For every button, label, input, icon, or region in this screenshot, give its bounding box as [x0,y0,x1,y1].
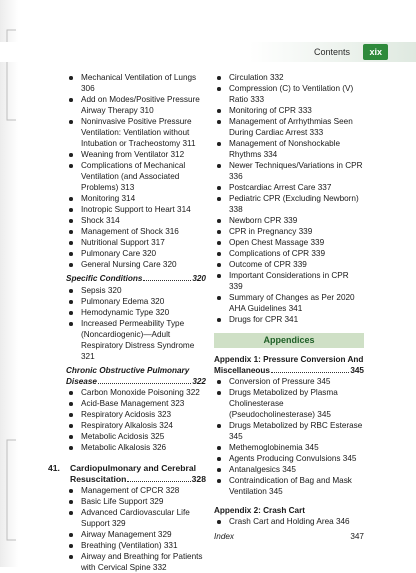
toc-item[interactable]: Sepsis 320 [66,285,206,296]
toc-item[interactable]: Pediatric CPR (Excluding Newborn) 338 [214,193,364,215]
toc-item[interactable]: Shock 314 [66,215,206,226]
toc-item[interactable]: Airway and Breathing for Patients with Cervical Spine 332 [66,551,206,573]
toc-item[interactable]: Drugs for CPR 341 [214,314,364,325]
toc-item[interactable]: Noninvasive Positive Pressure Ventilation: Ventilation without Intubation or Tracheostomy 311 [66,116,206,149]
appendix-heading[interactable]: Appendix 2: Crash Cart [214,506,305,515]
toc-subheading[interactable] [66,365,206,387]
appendix-title-text: Miscellaneous [214,366,270,375]
toc-left-column [48,72,206,573]
dot-leader [271,372,349,373]
toc-item[interactable]: Advanced Cardiovascular Life Support 329 [66,507,206,529]
toc-item[interactable]: Management of Nonshockable Rhythms 334 [214,138,364,160]
toc-item[interactable]: Newer Techniques/Variations in CPR 336 [214,160,364,182]
toc-item[interactable]: Mechanical Ventilation of Lungs 306 [66,72,206,94]
toc-item[interactable]: Hemodynamic Type 320 [66,307,206,318]
dot-leader [127,481,190,482]
toc-item[interactable]: Carbon Monoxide Poisoning 322 [66,387,206,398]
toc-item[interactable]: Open Chest Massage 339 [214,237,364,248]
toc-subheading[interactable] [66,273,206,284]
chapter-number: 41. [48,463,60,473]
toc-list [66,485,206,573]
subheading-label: Chronic Obstructive Pulmonary [66,366,190,375]
toc-list [66,285,206,362]
index-entry[interactable] [214,531,364,542]
toc-item[interactable]: Postcardiac Arrest Care 337 [214,182,364,193]
toc-item[interactable]: Agents Producing Convulsions 345 [214,453,364,464]
header-bar [0,42,416,62]
toc-item[interactable]: Antanalgesics 345 [214,464,364,475]
toc-item[interactable]: Nutritional Support 317 [66,237,206,248]
toc-list [66,387,206,453]
toc-item[interactable]: Management of Shock 316 [66,226,206,237]
chapter-title-line [70,474,206,485]
toc-item[interactable]: Complications of CPR 339 [214,248,364,259]
subheading-label: Specific Conditions [66,274,143,283]
toc-list [214,516,364,527]
toc-item[interactable]: Acid-Base Management 323 [66,398,206,409]
appendices-banner: Appendices [214,333,364,348]
toc-item[interactable]: Newborn CPR 339 [214,215,364,226]
toc-right-column [214,72,364,542]
subheading-line [66,376,206,387]
toc-item[interactable]: Contraindication of Bag and Mask Ventilation 345 [214,475,364,497]
subheading-page: 320 [192,274,206,283]
dot-leader [98,383,191,384]
toc-item[interactable]: General Nursing Care 320 [66,259,206,270]
toc-list [214,376,364,497]
toc-item[interactable]: Summary of Changes as Per 2020 AHA Guidelines 341 [214,292,364,314]
appendix-title-line: Appendix 1: Pressure Conversion And [214,355,364,364]
index-page: 347 [350,532,364,541]
toc-item[interactable]: Conversion of Pressure 345 [214,376,364,387]
chapter-title-text: Resuscitation [70,474,127,484]
page-number-badge: xix [363,44,388,60]
toc-item[interactable]: Respiratory Acidosis 323 [66,409,206,420]
toc-item[interactable]: Outcome of CPR 339 [214,259,364,270]
toc-item[interactable]: Methemoglobinemia 345 [214,442,364,453]
toc-item[interactable]: Metabolic Alkalosis 326 [66,442,206,453]
subheading-page: 322 [192,377,206,386]
toc-item[interactable]: Drugs Metabolized by RBC Esterase 345 [214,420,364,442]
toc-item[interactable]: Crash Cart and Holding Area 346 [214,516,364,527]
dot-leader [143,280,191,281]
appendix-title-line [214,365,364,376]
toc-item[interactable]: Metabolic Acidosis 325 [66,431,206,442]
toc-item[interactable]: Pulmonary Care 320 [66,248,206,259]
toc-item[interactable]: Monitoring of CPR 333 [214,105,364,116]
toc-list [66,72,206,270]
index-label: Index [214,532,235,541]
toc-item[interactable]: Weaning from Ventilator 312 [66,149,206,160]
toc-item[interactable]: Complications of Mechanical Ventilation (and Associated Problems) 313 [66,160,206,193]
appendix-heading[interactable] [214,354,364,376]
header-title: Contents [313,47,350,57]
toc-item[interactable]: Breathing (Ventilation) 331 [66,540,206,551]
toc-item[interactable]: Management of Arrhythmias Seen During Cardiac Arrest 333 [214,116,364,138]
chapter-title-line: Cardiopulmonary and Cerebral [70,463,197,473]
toc-item[interactable]: Management of CPCR 328 [66,485,206,496]
toc-item[interactable]: Respiratory Alkalosis 324 [66,420,206,431]
toc-item[interactable]: Increased Permeability Type (Noncardiogenic)—Adult Respiratory Distress Syndrome 321 [66,318,206,362]
toc-item[interactable]: Basic Life Support 329 [66,496,206,507]
toc-item[interactable]: Important Considerations in CPR 339 [214,270,364,292]
chapter-page: 328 [191,474,206,484]
toc-item[interactable]: Airway Management 329 [66,529,206,540]
subheading-label: Disease [66,377,97,386]
toc-item[interactable]: CPR in Pregnancy 339 [214,226,364,237]
toc-chapter-heading[interactable] [48,463,206,485]
toc-item[interactable]: Monitoring 314 [66,193,206,204]
toc-item[interactable]: Inotropic Support to Heart 314 [66,204,206,215]
toc-item[interactable]: Add on Modes/Positive Pressure Airway Therapy 310 [66,94,206,116]
toc-item[interactable]: Circulation 332 [214,72,364,83]
toc-item[interactable]: Compression (C) to Ventilation (V) Ratio 333 [214,83,364,105]
appendix-page: 345 [350,366,364,375]
toc-list [214,72,364,325]
toc-item[interactable]: Drugs Metabolized by Plasma Cholinesterase (Pseudocholinesterase) 345 [214,387,364,420]
spine-binding-left-icon [4,0,18,567]
chapter-title [70,463,206,485]
toc-item[interactable]: Pulmonary Edema 320 [66,296,206,307]
